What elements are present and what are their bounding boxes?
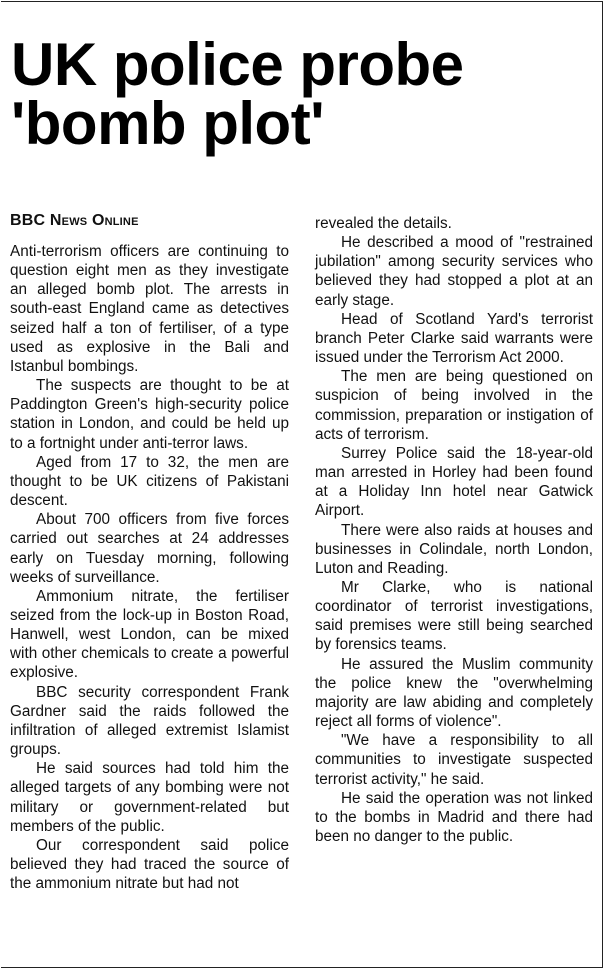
paragraph: Ammonium nitrate, the fertiliser seized from the lock-up in Boston Road, Hanwell, west London, can be mixed with other chemicals to create a powerful explosive. [10,587,289,682]
headline [11,31,601,157]
paragraph: BBC security correspondent Frank Gardner said the raids followed the infiltration of alleged extremist Islamist groups. [10,683,289,759]
paragraph: "We have a responsibility to all communities to investigate suspected terrorist activity," he said. [315,732,593,788]
left-column [10,210,289,893]
paragraph: He said sources had told him the alleged targets of any bombing were not military or government-related but members of the public. [10,760,289,835]
byline: BBC News Online [10,212,139,229]
newspaper-clipping [1,1,603,968]
paragraph: Aged from 17 to 32, the men are thought to be UK citizens of Pakistani descent. [10,453,289,510]
paragraph: About 700 officers from five forces carried out searches at 24 addresses early on Tuesday morning, following weeks of surveillance. [10,511,289,586]
right-column [315,214,593,846]
paragraph: He said the operation was not linked to the bombs in Madrid and there had been no danger to the public. [315,789,593,845]
paragraph: There were also raids at houses and businesses in Colindale, north London, Luton and Reading. [315,521,593,577]
paragraph-continuation: revealed the details. [315,215,452,232]
paragraph: The suspects are thought to be at Paddington Green's high-security police station in London, and could be held up to a fortnight under anti-terror laws. [10,377,289,452]
paragraph: He described a mood of "restrained jubilation" among security services who believed they had stopped a plot at an early stage. [315,234,593,309]
paragraph: The men are being questioned on suspicion of being involved in the commission, preparation or instigation of acts of terrorism. [315,368,593,443]
paragraph: He assured the Muslim community the police knew the "overwhelming majority are law abiding and completely reject all forms of violence". [315,655,593,731]
paragraph: Head of Scotland Yard's terrorist branch Peter Clarke said warrants were issued under the Terrorism Act 2000. [315,310,593,367]
paragraph: Surrey Police said the 18-year-old man arrested in Horley had been found at a Holiday Inn hotel near Gatwick Airport. [315,444,593,520]
paragraph: Anti-terrorism officers are continuing to question eight men as they investigate an alleged bomb plot. The arrests in south-east England came as detectives seized half a ton of fertiliser, of a type used as explosive in the Bali and Istanbul bombings. [10,243,289,375]
paragraph: Our correspondent said police believed they had traced the source of the ammonium nitrate but had not [10,836,289,893]
paragraph: Mr Clarke, who is national coordinator of terrorist investigations, said premises were still being searched by forensics teams. [315,578,593,654]
headline-line-2: 'bomb plot' [11,90,324,157]
headline-line-1: UK police probe [11,31,464,98]
